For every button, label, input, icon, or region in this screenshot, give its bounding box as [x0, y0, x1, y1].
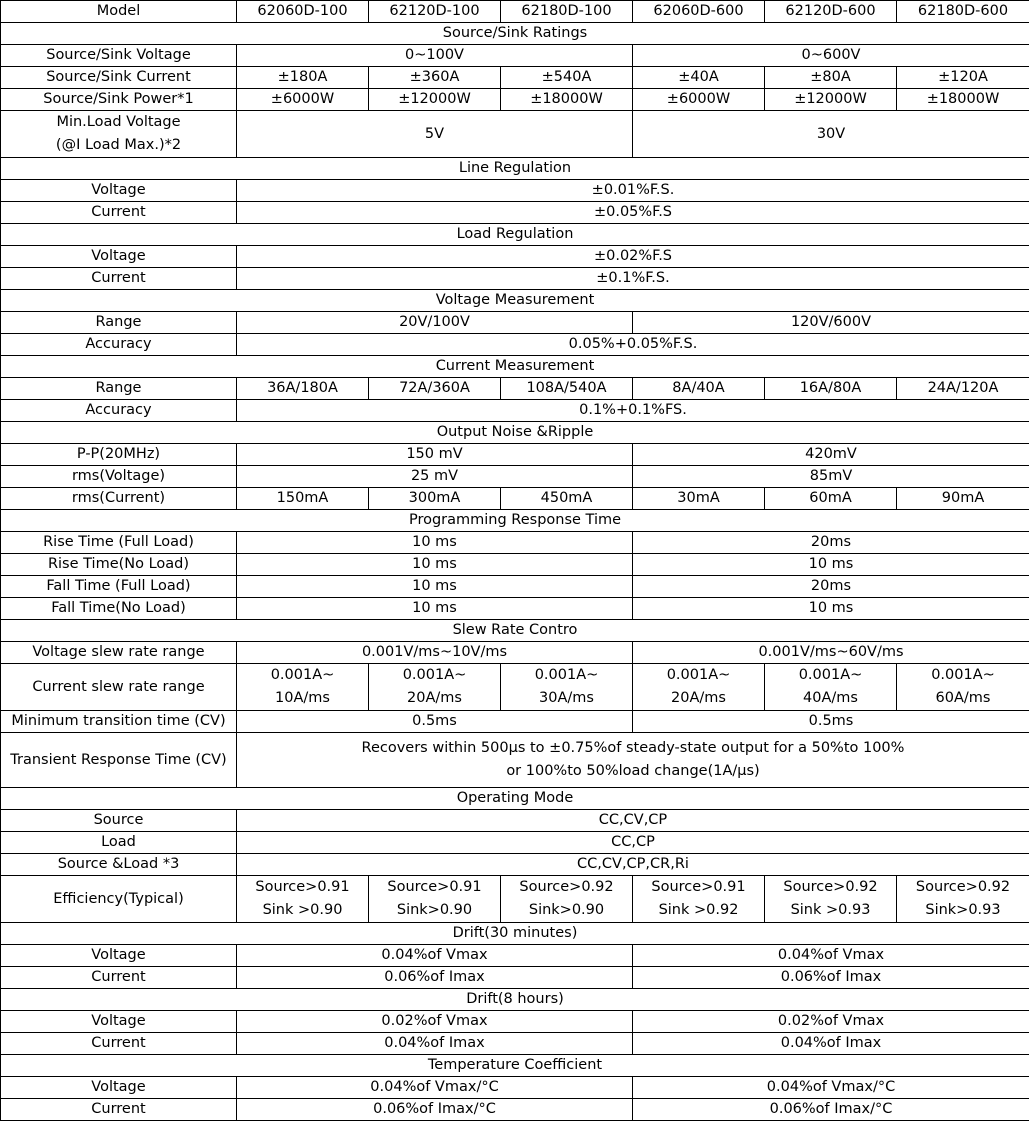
spec-value: ±6000W — [237, 89, 369, 111]
spec-value: 0.04%of Vmax — [633, 945, 1029, 967]
spec-value: 0~100V — [237, 45, 633, 67]
section-title: Slew Rate Contro — [1, 620, 1029, 642]
model-name: 62180D-600 — [897, 1, 1029, 23]
spec-row — [1, 967, 1029, 989]
parameter-label: Source/Sink Voltage — [1, 45, 237, 67]
section-header-row — [1, 356, 1029, 378]
spec-value: CC,CP — [237, 832, 1029, 854]
spec-value: 36A/180A — [237, 378, 369, 400]
spec-row — [1, 334, 1029, 356]
spec-row — [1, 466, 1029, 488]
section-header-row — [1, 923, 1029, 945]
spec-value: 300mA — [369, 488, 501, 510]
spec-value: ±18000W — [897, 89, 1029, 111]
parameter-label: Accuracy — [1, 334, 237, 356]
parameter-label: Voltage — [1, 945, 237, 967]
spec-value: 8A/40A — [633, 378, 765, 400]
section-header-row — [1, 510, 1029, 532]
section-title: Source/Sink Ratings — [1, 23, 1029, 45]
spec-value: Source>0.91 Sink >0.92 — [633, 876, 765, 923]
spec-value: 0.5ms — [633, 711, 1029, 733]
parameter-label: Source/Sink Current — [1, 67, 237, 89]
spec-value: ±0.1%F.S. — [237, 268, 1029, 290]
spec-value: 30mA — [633, 488, 765, 510]
spec-value: 0~600V — [633, 45, 1029, 67]
spec-value: CC,CV,CP — [237, 810, 1029, 832]
section-header-row — [1, 788, 1029, 810]
spec-value: 20ms — [633, 576, 1029, 598]
spec-value: 0.06%of Imax — [237, 967, 633, 989]
section-header-row — [1, 989, 1029, 1011]
spec-row — [1, 268, 1029, 290]
spec-row — [1, 488, 1029, 510]
spec-value: ±180A — [237, 67, 369, 89]
section-header-row — [1, 1055, 1029, 1077]
spec-value: 25 mV — [237, 466, 633, 488]
parameter-label: Range — [1, 312, 237, 334]
spec-value: 20V/100V — [237, 312, 633, 334]
spec-value: 10 ms — [237, 554, 633, 576]
spec-row — [1, 832, 1029, 854]
spec-value: Source>0.92 Sink>0.90 — [501, 876, 633, 923]
spec-value: 450mA — [501, 488, 633, 510]
spec-value: 0.02%of Vmax — [237, 1011, 633, 1033]
spec-value: Source>0.91 Sink >0.90 — [237, 876, 369, 923]
spec-value: 24A/120A — [897, 378, 1029, 400]
spec-value: 0.001V/ms~10V/ms — [237, 642, 633, 664]
model-name: 62060D-100 — [237, 1, 369, 23]
spec-value: 10 ms — [237, 576, 633, 598]
spec-value: ±40A — [633, 67, 765, 89]
spec-value: 72A/360A — [369, 378, 501, 400]
spec-row — [1, 444, 1029, 466]
spec-value: 0.04%of Vmax/°C — [237, 1077, 633, 1099]
spec-row — [1, 576, 1029, 598]
section-title: Load Regulation — [1, 224, 1029, 246]
spec-value: 90mA — [897, 488, 1029, 510]
model-header-row — [1, 1, 1029, 23]
parameter-label: Voltage — [1, 180, 237, 202]
spec-value: ±18000W — [501, 89, 633, 111]
parameter-label: Current — [1, 202, 237, 224]
spec-value: 85mV — [633, 466, 1029, 488]
model-name: 62120D-600 — [765, 1, 897, 23]
spec-value: 0.06%of Imax/°C — [633, 1099, 1029, 1121]
spec-row — [1, 202, 1029, 224]
spec-value: ±80A — [765, 67, 897, 89]
spec-row — [1, 111, 1029, 158]
spec-row — [1, 854, 1029, 876]
spec-value: 0.05%+0.05%F.S. — [237, 334, 1029, 356]
section-title: Output Noise &Ripple — [1, 422, 1029, 444]
parameter-label: Voltage — [1, 1011, 237, 1033]
spec-row — [1, 876, 1029, 923]
section-title: Temperature Coefficient — [1, 1055, 1029, 1077]
parameter-label: Rise Time(No Load) — [1, 554, 237, 576]
spec-value: 120V/600V — [633, 312, 1029, 334]
spec-row — [1, 554, 1029, 576]
spec-value: 0.001A~ 60A/ms — [897, 664, 1029, 711]
spec-value: 420mV — [633, 444, 1029, 466]
section-header-row — [1, 158, 1029, 180]
spec-value: ±540A — [501, 67, 633, 89]
spec-row — [1, 945, 1029, 967]
spec-row — [1, 1099, 1029, 1121]
spec-value: ±0.05%F.S — [237, 202, 1029, 224]
spec-value: 0.1%+0.1%FS. — [237, 400, 1029, 422]
spec-value: ±120A — [897, 67, 1029, 89]
model-name: 62060D-600 — [633, 1, 765, 23]
section-header-row — [1, 422, 1029, 444]
spec-value: 60mA — [765, 488, 897, 510]
parameter-label: Current slew rate range — [1, 664, 237, 711]
spec-row — [1, 45, 1029, 67]
spec-value: 0.04%of Imax — [237, 1033, 633, 1055]
spec-value: 150 mV — [237, 444, 633, 466]
spec-value: 10 ms — [237, 532, 633, 554]
parameter-label: Voltage — [1, 246, 237, 268]
spec-value: ±0.01%F.S. — [237, 180, 1029, 202]
spec-row — [1, 642, 1029, 664]
section-title: Voltage Measurement — [1, 290, 1029, 312]
parameter-label: rms(Current) — [1, 488, 237, 510]
spec-row — [1, 1011, 1029, 1033]
parameter-label: Range — [1, 378, 237, 400]
spec-value: 0.5ms — [237, 711, 633, 733]
section-title: Programming Response Time — [1, 510, 1029, 532]
spec-row — [1, 810, 1029, 832]
parameter-label: Voltage — [1, 1077, 237, 1099]
spec-value: 0.06%of Imax — [633, 967, 1029, 989]
section-header-row — [1, 224, 1029, 246]
parameter-label: Current — [1, 967, 237, 989]
spec-value: 16A/80A — [765, 378, 897, 400]
spec-value: 0.001A~ 10A/ms — [237, 664, 369, 711]
spec-row — [1, 1033, 1029, 1055]
spec-value: 0.04%of Vmax — [237, 945, 633, 967]
section-title: Drift(8 hours) — [1, 989, 1029, 1011]
spec-value: 10 ms — [237, 598, 633, 620]
parameter-label: Current — [1, 268, 237, 290]
spec-value: 10 ms — [633, 598, 1029, 620]
spec-value: ±12000W — [765, 89, 897, 111]
spec-value: 150mA — [237, 488, 369, 510]
parameter-label: Fall Time (Full Load) — [1, 576, 237, 598]
spec-value: ±6000W — [633, 89, 765, 111]
spec-row — [1, 1077, 1029, 1099]
spec-row — [1, 67, 1029, 89]
spec-row — [1, 664, 1029, 711]
spec-value: 0.001A~ 20A/ms — [633, 664, 765, 711]
section-header-row — [1, 620, 1029, 642]
spec-value: ±12000W — [369, 89, 501, 111]
parameter-label: Current — [1, 1099, 237, 1121]
spec-value: CC,CV,CP,CR,Ri — [237, 854, 1029, 876]
parameter-label: Rise Time (Full Load) — [1, 532, 237, 554]
parameter-label: Transient Response Time (CV) — [1, 733, 237, 788]
model-name: 62120D-100 — [369, 1, 501, 23]
parameter-label: Current — [1, 1033, 237, 1055]
spec-value: Source>0.92 Sink>0.93 — [897, 876, 1029, 923]
spec-row — [1, 89, 1029, 111]
spec-value: 5V — [237, 111, 633, 158]
spec-value: 30V — [633, 111, 1029, 158]
spec-table-body — [1, 1, 1029, 1121]
parameter-label: Source — [1, 810, 237, 832]
spec-value: 0.001A~ 30A/ms — [501, 664, 633, 711]
model-label: Model — [1, 1, 237, 23]
spec-row — [1, 312, 1029, 334]
spec-row — [1, 711, 1029, 733]
spec-row — [1, 378, 1029, 400]
spec-value: 0.001A~ 40A/ms — [765, 664, 897, 711]
parameter-label: Efficiency(Typical) — [1, 876, 237, 923]
spec-row — [1, 532, 1029, 554]
spec-value: 10 ms — [633, 554, 1029, 576]
spec-value: Source>0.91 Sink>0.90 — [369, 876, 501, 923]
spec-row — [1, 246, 1029, 268]
section-header-row — [1, 290, 1029, 312]
spec-value: 0.04%of Vmax/°C — [633, 1077, 1029, 1099]
section-title: Operating Mode — [1, 788, 1029, 810]
spec-value: ±0.02%F.S — [237, 246, 1029, 268]
spec-row — [1, 400, 1029, 422]
parameter-label: rms(Voltage) — [1, 466, 237, 488]
spec-value: Recovers within 500μs to ±0.75%of steady-state output for a 50%to 100% or 100%to 50%load change(1A/μs) — [237, 733, 1029, 788]
section-title: Line Regulation — [1, 158, 1029, 180]
spec-value: 0.001V/ms~60V/ms — [633, 642, 1029, 664]
spec-value: 0.06%of Imax/°C — [237, 1099, 633, 1121]
section-title: Current Measurement — [1, 356, 1029, 378]
parameter-label: Accuracy — [1, 400, 237, 422]
spec-value: 0.02%of Vmax — [633, 1011, 1029, 1033]
parameter-label: Voltage slew rate range — [1, 642, 237, 664]
spec-value: 20ms — [633, 532, 1029, 554]
parameter-label: P-P(20MHz) — [1, 444, 237, 466]
section-header-row — [1, 23, 1029, 45]
parameter-label: Fall Time(No Load) — [1, 598, 237, 620]
spec-value: ±360A — [369, 67, 501, 89]
spec-row — [1, 733, 1029, 788]
spec-row — [1, 180, 1029, 202]
model-name: 62180D-100 — [501, 1, 633, 23]
spec-value: 0.001A~ 20A/ms — [369, 664, 501, 711]
section-title: Drift(30 minutes) — [1, 923, 1029, 945]
parameter-label: Min.Load Voltage (@I Load Max.)*2 — [1, 111, 237, 158]
parameter-label: Minimum transition time (CV) — [1, 711, 237, 733]
spec-value: Source>0.92 Sink >0.93 — [765, 876, 897, 923]
spec-row — [1, 598, 1029, 620]
parameter-label: Source/Sink Power*1 — [1, 89, 237, 111]
parameter-label: Source &Load *3 — [1, 854, 237, 876]
spec-value: 108A/540A — [501, 378, 633, 400]
parameter-label: Load — [1, 832, 237, 854]
spec-value: 0.04%of Imax — [633, 1033, 1029, 1055]
